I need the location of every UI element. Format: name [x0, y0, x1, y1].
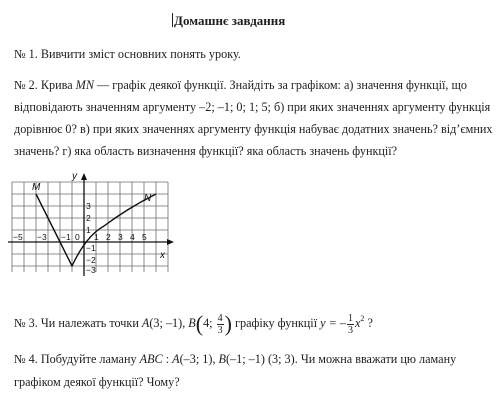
fraction: $\frac{1}{3}$: [347, 312, 353, 336]
page-title: Домашнє завдання: [174, 13, 286, 28]
x-axis-label: x: [160, 250, 165, 261]
task-2-line-4: значень? г) яка область визначення функції? яка область значень функції?: [14, 144, 398, 158]
x-tick-label: 1: [94, 232, 99, 242]
y-tick-label: −3: [86, 265, 96, 275]
point-m-label: M: [32, 182, 41, 193]
y-tick-label: 2: [86, 213, 91, 223]
function-formula: y = – $\frac{1}{3}$ $x^2$: [320, 312, 365, 336]
y-axis-label: y: [72, 171, 77, 182]
x-tick-label: −5: [13, 232, 23, 242]
x-tick-label: −3: [37, 232, 47, 242]
x-tick-label: 4: [130, 232, 135, 242]
polyline-name: ABC: [139, 352, 163, 366]
task-2-line-3: дорівнює 0? в) при яких значеннях аргументу функція набуває додатних значень? від’ємних: [14, 122, 493, 136]
task-1: № 1. Вивчити зміст основних понять уроку.: [14, 47, 241, 61]
task-2-line-1: № 2. Крива MN — графік деякої функції. Знайдіть за графіком: а) значення функції, що: [14, 78, 467, 92]
task-4-line-2: графіком деякої функції? Чому?: [14, 375, 180, 389]
x-tick-label: 0: [75, 232, 80, 242]
x-tick-label: 2: [106, 232, 111, 242]
point-b: B(4; $\frac{4}{3}$ ): [188, 311, 232, 337]
task-3: № 3. Чи належать точки A(3; –1), B(4; $\frac{4}{3}$ ) графіку функції y = – $\frac{1}{3}$ $x^2$ ?: [14, 311, 373, 337]
task-4-line-1: № 4. Побудуйте ламану ABC : A(–3; 1), B(–1; –1) (3; 3). Чи можна вважати цю ламану: [14, 352, 457, 366]
x-tick-label: −1: [61, 232, 71, 242]
y-tick-label: 3: [86, 201, 91, 211]
y-tick-label: −1: [86, 243, 96, 253]
point-a: A(3; –1): [141, 316, 183, 330]
fraction: $\frac{4}{3}$: [217, 312, 223, 336]
text-cursor: [172, 13, 173, 27]
y-tick-label: 1: [86, 225, 91, 235]
function-graph: [8, 168, 180, 278]
y-tick-label: −2: [86, 255, 96, 265]
task-2-line-2: відповідають значенням аргументу –2; –1; 0; 1; 5; б) при яких значеннях аргументу функція: [14, 100, 491, 114]
point-n-label: N: [144, 193, 152, 204]
x-tick-label: 3: [118, 232, 123, 242]
curve-name: MN: [75, 78, 94, 92]
x-tick-labels: [13, 232, 147, 242]
x-tick-label: 5: [142, 232, 147, 242]
